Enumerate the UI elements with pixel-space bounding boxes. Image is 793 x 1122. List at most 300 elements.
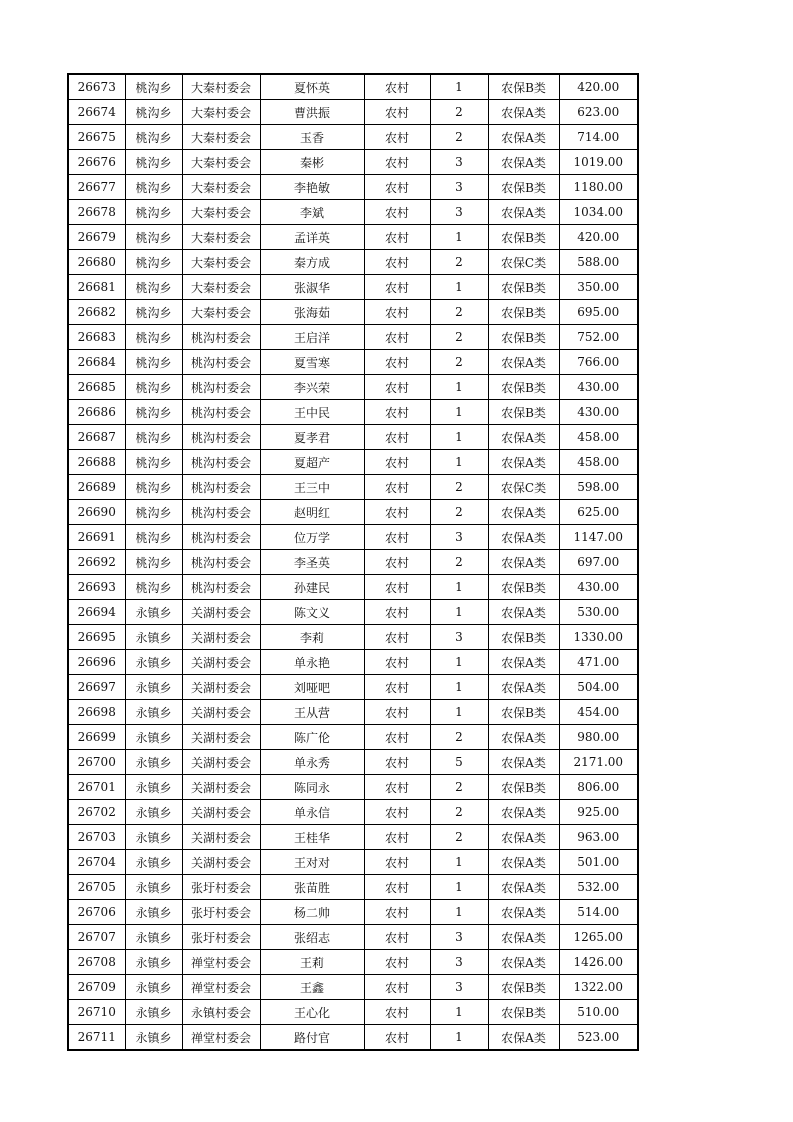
record-id-cell: 26685 bbox=[68, 375, 125, 400]
area-type-cell: 农村 bbox=[364, 500, 430, 525]
village-committee-cell: 桃沟村委会 bbox=[182, 575, 260, 600]
record-id-cell: 26683 bbox=[68, 325, 125, 350]
household-size-cell: 1 bbox=[430, 900, 488, 925]
table-row bbox=[68, 650, 638, 675]
table-row bbox=[68, 1000, 638, 1025]
township-cell: 永镇乡 bbox=[125, 800, 182, 825]
area-type-cell: 农村 bbox=[364, 225, 430, 250]
area-type-cell: 农村 bbox=[364, 675, 430, 700]
table-row bbox=[68, 675, 638, 700]
township-cell: 永镇乡 bbox=[125, 900, 182, 925]
record-id-cell: 26684 bbox=[68, 350, 125, 375]
record-id-cell: 26678 bbox=[68, 200, 125, 225]
township-cell: 桃沟乡 bbox=[125, 74, 182, 100]
table-row bbox=[68, 200, 638, 225]
amount-cell: 523.00 bbox=[559, 1025, 638, 1051]
household-size-cell: 1 bbox=[430, 450, 488, 475]
amount-cell: 588.00 bbox=[559, 250, 638, 275]
insurance-category-cell: 农保B类 bbox=[488, 175, 559, 200]
household-size-cell: 1 bbox=[430, 400, 488, 425]
insurance-category-cell: 农保A类 bbox=[488, 800, 559, 825]
village-committee-cell: 桃沟村委会 bbox=[182, 350, 260, 375]
household-size-cell: 2 bbox=[430, 125, 488, 150]
amount-cell: 514.00 bbox=[559, 900, 638, 925]
township-cell: 永镇乡 bbox=[125, 775, 182, 800]
area-type-cell: 农村 bbox=[364, 575, 430, 600]
township-cell: 桃沟乡 bbox=[125, 300, 182, 325]
amount-cell: 430.00 bbox=[559, 575, 638, 600]
area-type-cell: 农村 bbox=[364, 1000, 430, 1025]
village-committee-cell: 大秦村委会 bbox=[182, 300, 260, 325]
insurance-category-cell: 农保B类 bbox=[488, 575, 559, 600]
household-size-cell: 1 bbox=[430, 375, 488, 400]
name-cell: 杨二帅 bbox=[260, 900, 364, 925]
insurance-category-cell: 农保A类 bbox=[488, 1025, 559, 1051]
amount-cell: 695.00 bbox=[559, 300, 638, 325]
township-cell: 桃沟乡 bbox=[125, 150, 182, 175]
area-type-cell: 农村 bbox=[364, 850, 430, 875]
table-row bbox=[68, 625, 638, 650]
record-id-cell: 26705 bbox=[68, 875, 125, 900]
township-cell: 桃沟乡 bbox=[125, 200, 182, 225]
record-id-cell: 26681 bbox=[68, 275, 125, 300]
village-committee-cell: 桃沟村委会 bbox=[182, 400, 260, 425]
name-cell: 夏雪寒 bbox=[260, 350, 364, 375]
village-committee-cell: 大秦村委会 bbox=[182, 275, 260, 300]
name-cell: 玉香 bbox=[260, 125, 364, 150]
table-row bbox=[68, 800, 638, 825]
village-committee-cell: 大秦村委会 bbox=[182, 74, 260, 100]
household-size-cell: 2 bbox=[430, 100, 488, 125]
township-cell: 桃沟乡 bbox=[125, 500, 182, 525]
insurance-category-cell: 农保B类 bbox=[488, 400, 559, 425]
village-committee-cell: 关湖村委会 bbox=[182, 600, 260, 625]
area-type-cell: 农村 bbox=[364, 900, 430, 925]
record-id-cell: 26688 bbox=[68, 450, 125, 475]
record-id-cell: 26677 bbox=[68, 175, 125, 200]
insurance-category-cell: 农保A类 bbox=[488, 675, 559, 700]
village-committee-cell: 桃沟村委会 bbox=[182, 425, 260, 450]
insurance-category-cell: 农保C类 bbox=[488, 475, 559, 500]
table-row bbox=[68, 325, 638, 350]
insurance-category-cell: 农保A类 bbox=[488, 425, 559, 450]
area-type-cell: 农村 bbox=[364, 150, 430, 175]
amount-cell: 1034.00 bbox=[559, 200, 638, 225]
name-cell: 张苗胜 bbox=[260, 875, 364, 900]
household-size-cell: 2 bbox=[430, 325, 488, 350]
insurance-category-cell: 农保A类 bbox=[488, 150, 559, 175]
insurance-category-cell: 农保A类 bbox=[488, 650, 559, 675]
name-cell: 陈广伦 bbox=[260, 725, 364, 750]
household-size-cell: 3 bbox=[430, 150, 488, 175]
area-type-cell: 农村 bbox=[364, 325, 430, 350]
household-size-cell: 1 bbox=[430, 650, 488, 675]
village-committee-cell: 关湖村委会 bbox=[182, 850, 260, 875]
village-committee-cell: 禅堂村委会 bbox=[182, 975, 260, 1000]
record-id-cell: 26708 bbox=[68, 950, 125, 975]
amount-cell: 752.00 bbox=[559, 325, 638, 350]
record-id-cell: 26711 bbox=[68, 1025, 125, 1051]
record-id-cell: 26679 bbox=[68, 225, 125, 250]
household-size-cell: 1 bbox=[430, 74, 488, 100]
insurance-category-cell: 农保B类 bbox=[488, 375, 559, 400]
township-cell: 永镇乡 bbox=[125, 675, 182, 700]
table-row bbox=[68, 175, 638, 200]
name-cell: 张海茹 bbox=[260, 300, 364, 325]
township-cell: 永镇乡 bbox=[125, 875, 182, 900]
amount-cell: 420.00 bbox=[559, 225, 638, 250]
area-type-cell: 农村 bbox=[364, 550, 430, 575]
table-row bbox=[68, 475, 638, 500]
amount-cell: 1265.00 bbox=[559, 925, 638, 950]
insurance-category-cell: 农保A类 bbox=[488, 525, 559, 550]
household-size-cell: 1 bbox=[430, 425, 488, 450]
record-id-cell: 26692 bbox=[68, 550, 125, 575]
record-id-cell: 26707 bbox=[68, 925, 125, 950]
name-cell: 陈文义 bbox=[260, 600, 364, 625]
household-size-cell: 1 bbox=[430, 700, 488, 725]
household-size-cell: 2 bbox=[430, 825, 488, 850]
insurance-category-cell: 农保A类 bbox=[488, 550, 559, 575]
household-size-cell: 3 bbox=[430, 975, 488, 1000]
name-cell: 刘哑吧 bbox=[260, 675, 364, 700]
name-cell: 张绍志 bbox=[260, 925, 364, 950]
village-committee-cell: 禅堂村委会 bbox=[182, 950, 260, 975]
table-row bbox=[68, 275, 638, 300]
household-size-cell: 3 bbox=[430, 525, 488, 550]
insurance-category-cell: 农保B类 bbox=[488, 1000, 559, 1025]
area-type-cell: 农村 bbox=[364, 775, 430, 800]
township-cell: 永镇乡 bbox=[125, 600, 182, 625]
township-cell: 桃沟乡 bbox=[125, 575, 182, 600]
household-size-cell: 3 bbox=[430, 200, 488, 225]
amount-cell: 532.00 bbox=[559, 875, 638, 900]
amount-cell: 1180.00 bbox=[559, 175, 638, 200]
record-id-cell: 26696 bbox=[68, 650, 125, 675]
table-row bbox=[68, 100, 638, 125]
table-row bbox=[68, 550, 638, 575]
name-cell: 单永艳 bbox=[260, 650, 364, 675]
township-cell: 永镇乡 bbox=[125, 925, 182, 950]
name-cell: 曹洪振 bbox=[260, 100, 364, 125]
insurance-category-cell: 农保A类 bbox=[488, 500, 559, 525]
table-row bbox=[68, 900, 638, 925]
name-cell: 秦彬 bbox=[260, 150, 364, 175]
record-id-cell: 26676 bbox=[68, 150, 125, 175]
area-type-cell: 农村 bbox=[364, 800, 430, 825]
township-cell: 桃沟乡 bbox=[125, 425, 182, 450]
area-type-cell: 农村 bbox=[364, 125, 430, 150]
table-row bbox=[68, 250, 638, 275]
area-type-cell: 农村 bbox=[364, 400, 430, 425]
table-row bbox=[68, 850, 638, 875]
table-row bbox=[68, 700, 638, 725]
household-size-cell: 3 bbox=[430, 950, 488, 975]
township-cell: 桃沟乡 bbox=[125, 275, 182, 300]
table-row bbox=[68, 575, 638, 600]
table-row bbox=[68, 125, 638, 150]
insurance-category-cell: 农保A类 bbox=[488, 200, 559, 225]
insurance-category-cell: 农保B类 bbox=[488, 325, 559, 350]
record-id-cell: 26690 bbox=[68, 500, 125, 525]
name-cell: 王启洋 bbox=[260, 325, 364, 350]
household-size-cell: 2 bbox=[430, 475, 488, 500]
amount-cell: 501.00 bbox=[559, 850, 638, 875]
table-body bbox=[68, 74, 638, 1050]
village-committee-cell: 关湖村委会 bbox=[182, 750, 260, 775]
household-size-cell: 5 bbox=[430, 750, 488, 775]
village-committee-cell: 张圩村委会 bbox=[182, 925, 260, 950]
township-cell: 永镇乡 bbox=[125, 700, 182, 725]
amount-cell: 458.00 bbox=[559, 450, 638, 475]
village-committee-cell: 大秦村委会 bbox=[182, 100, 260, 125]
area-type-cell: 农村 bbox=[364, 725, 430, 750]
household-size-cell: 2 bbox=[430, 775, 488, 800]
table-row bbox=[68, 775, 638, 800]
name-cell: 孙建民 bbox=[260, 575, 364, 600]
table-row bbox=[68, 375, 638, 400]
amount-cell: 454.00 bbox=[559, 700, 638, 725]
insurance-category-cell: 农保A类 bbox=[488, 725, 559, 750]
record-id-cell: 26702 bbox=[68, 800, 125, 825]
area-type-cell: 农村 bbox=[364, 250, 430, 275]
name-cell: 单永信 bbox=[260, 800, 364, 825]
township-cell: 桃沟乡 bbox=[125, 250, 182, 275]
village-committee-cell: 桃沟村委会 bbox=[182, 550, 260, 575]
village-committee-cell: 桃沟村委会 bbox=[182, 525, 260, 550]
amount-cell: 471.00 bbox=[559, 650, 638, 675]
area-type-cell: 农村 bbox=[364, 1025, 430, 1051]
record-id-cell: 26698 bbox=[68, 700, 125, 725]
area-type-cell: 农村 bbox=[364, 100, 430, 125]
name-cell: 王三中 bbox=[260, 475, 364, 500]
insurance-category-cell: 农保B类 bbox=[488, 225, 559, 250]
table-row bbox=[68, 74, 638, 100]
amount-cell: 598.00 bbox=[559, 475, 638, 500]
record-id-cell: 26699 bbox=[68, 725, 125, 750]
record-id-cell: 26673 bbox=[68, 74, 125, 100]
name-cell: 陈同永 bbox=[260, 775, 364, 800]
area-type-cell: 农村 bbox=[364, 825, 430, 850]
household-size-cell: 1 bbox=[430, 1025, 488, 1051]
amount-cell: 766.00 bbox=[559, 350, 638, 375]
village-committee-cell: 永镇村委会 bbox=[182, 1000, 260, 1025]
village-committee-cell: 关湖村委会 bbox=[182, 625, 260, 650]
record-id-cell: 26695 bbox=[68, 625, 125, 650]
village-committee-cell: 桃沟村委会 bbox=[182, 500, 260, 525]
village-committee-cell: 关湖村委会 bbox=[182, 775, 260, 800]
township-cell: 桃沟乡 bbox=[125, 325, 182, 350]
village-committee-cell: 大秦村委会 bbox=[182, 225, 260, 250]
household-size-cell: 1 bbox=[430, 850, 488, 875]
insurance-category-cell: 农保A类 bbox=[488, 350, 559, 375]
name-cell: 王从营 bbox=[260, 700, 364, 725]
household-size-cell: 1 bbox=[430, 225, 488, 250]
household-size-cell: 1 bbox=[430, 275, 488, 300]
township-cell: 永镇乡 bbox=[125, 725, 182, 750]
record-id-cell: 26687 bbox=[68, 425, 125, 450]
table-row bbox=[68, 825, 638, 850]
area-type-cell: 农村 bbox=[364, 300, 430, 325]
record-id-cell: 26674 bbox=[68, 100, 125, 125]
amount-cell: 510.00 bbox=[559, 1000, 638, 1025]
township-cell: 桃沟乡 bbox=[125, 375, 182, 400]
household-size-cell: 2 bbox=[430, 500, 488, 525]
household-size-cell: 1 bbox=[430, 575, 488, 600]
insurance-category-cell: 农保A类 bbox=[488, 900, 559, 925]
record-id-cell: 26675 bbox=[68, 125, 125, 150]
name-cell: 张淑华 bbox=[260, 275, 364, 300]
household-size-cell: 2 bbox=[430, 550, 488, 575]
table-row bbox=[68, 350, 638, 375]
area-type-cell: 农村 bbox=[364, 475, 430, 500]
insurance-category-cell: 农保B类 bbox=[488, 74, 559, 100]
township-cell: 桃沟乡 bbox=[125, 175, 182, 200]
area-type-cell: 农村 bbox=[364, 450, 430, 475]
amount-cell: 806.00 bbox=[559, 775, 638, 800]
record-id-cell: 26682 bbox=[68, 300, 125, 325]
table-row bbox=[68, 875, 638, 900]
village-committee-cell: 大秦村委会 bbox=[182, 175, 260, 200]
area-type-cell: 农村 bbox=[364, 750, 430, 775]
name-cell: 王桂华 bbox=[260, 825, 364, 850]
household-size-cell: 2 bbox=[430, 250, 488, 275]
name-cell: 王鑫 bbox=[260, 975, 364, 1000]
table-row bbox=[68, 600, 638, 625]
amount-cell: 458.00 bbox=[559, 425, 638, 450]
village-committee-cell: 桃沟村委会 bbox=[182, 325, 260, 350]
insurance-category-cell: 农保B类 bbox=[488, 700, 559, 725]
record-id-cell: 26706 bbox=[68, 900, 125, 925]
name-cell: 王莉 bbox=[260, 950, 364, 975]
name-cell: 王对对 bbox=[260, 850, 364, 875]
area-type-cell: 农村 bbox=[364, 600, 430, 625]
village-committee-cell: 桃沟村委会 bbox=[182, 475, 260, 500]
record-id-cell: 26709 bbox=[68, 975, 125, 1000]
record-id-cell: 26689 bbox=[68, 475, 125, 500]
township-cell: 桃沟乡 bbox=[125, 350, 182, 375]
table-row bbox=[68, 400, 638, 425]
area-type-cell: 农村 bbox=[364, 525, 430, 550]
record-id-cell: 26700 bbox=[68, 750, 125, 775]
name-cell: 李兴荣 bbox=[260, 375, 364, 400]
amount-cell: 430.00 bbox=[559, 375, 638, 400]
village-committee-cell: 桃沟村委会 bbox=[182, 375, 260, 400]
record-id-cell: 26691 bbox=[68, 525, 125, 550]
area-type-cell: 农村 bbox=[364, 74, 430, 100]
amount-cell: 420.00 bbox=[559, 74, 638, 100]
amount-cell: 623.00 bbox=[559, 100, 638, 125]
village-committee-cell: 大秦村委会 bbox=[182, 125, 260, 150]
record-id-cell: 26686 bbox=[68, 400, 125, 425]
household-size-cell: 2 bbox=[430, 300, 488, 325]
village-committee-cell: 禅堂村委会 bbox=[182, 1025, 260, 1051]
township-cell: 桃沟乡 bbox=[125, 475, 182, 500]
table-row bbox=[68, 725, 638, 750]
area-type-cell: 农村 bbox=[364, 200, 430, 225]
village-committee-cell: 关湖村委会 bbox=[182, 825, 260, 850]
record-id-cell: 26693 bbox=[68, 575, 125, 600]
township-cell: 桃沟乡 bbox=[125, 400, 182, 425]
household-size-cell: 3 bbox=[430, 625, 488, 650]
table-row bbox=[68, 975, 638, 1000]
name-cell: 李斌 bbox=[260, 200, 364, 225]
insurance-category-cell: 农保A类 bbox=[488, 125, 559, 150]
amount-cell: 1426.00 bbox=[559, 950, 638, 975]
township-cell: 永镇乡 bbox=[125, 850, 182, 875]
amount-cell: 2171.00 bbox=[559, 750, 638, 775]
insurance-category-cell: 农保A类 bbox=[488, 850, 559, 875]
amount-cell: 504.00 bbox=[559, 675, 638, 700]
table-row bbox=[68, 300, 638, 325]
table-row bbox=[68, 425, 638, 450]
township-cell: 永镇乡 bbox=[125, 1000, 182, 1025]
record-id-cell: 26697 bbox=[68, 675, 125, 700]
household-size-cell: 3 bbox=[430, 925, 488, 950]
table-row bbox=[68, 950, 638, 975]
record-id-cell: 26703 bbox=[68, 825, 125, 850]
area-type-cell: 农村 bbox=[364, 875, 430, 900]
amount-cell: 963.00 bbox=[559, 825, 638, 850]
household-size-cell: 1 bbox=[430, 875, 488, 900]
township-cell: 永镇乡 bbox=[125, 975, 182, 1000]
area-type-cell: 农村 bbox=[364, 650, 430, 675]
insurance-category-cell: 农保B类 bbox=[488, 275, 559, 300]
area-type-cell: 农村 bbox=[364, 375, 430, 400]
table-row bbox=[68, 1025, 638, 1051]
township-cell: 桃沟乡 bbox=[125, 550, 182, 575]
township-cell: 桃沟乡 bbox=[125, 100, 182, 125]
village-committee-cell: 关湖村委会 bbox=[182, 800, 260, 825]
record-id-cell: 26680 bbox=[68, 250, 125, 275]
insurance-category-cell: 农保B类 bbox=[488, 975, 559, 1000]
name-cell: 李艳敏 bbox=[260, 175, 364, 200]
record-id-cell: 26694 bbox=[68, 600, 125, 625]
household-size-cell: 2 bbox=[430, 350, 488, 375]
name-cell: 单永秀 bbox=[260, 750, 364, 775]
township-cell: 永镇乡 bbox=[125, 950, 182, 975]
insurance-category-cell: 农保A类 bbox=[488, 450, 559, 475]
household-size-cell: 2 bbox=[430, 725, 488, 750]
record-id-cell: 26710 bbox=[68, 1000, 125, 1025]
insurance-category-cell: 农保A类 bbox=[488, 100, 559, 125]
area-type-cell: 农村 bbox=[364, 625, 430, 650]
insurance-category-cell: 农保A类 bbox=[488, 825, 559, 850]
household-size-cell: 1 bbox=[430, 1000, 488, 1025]
name-cell: 孟详英 bbox=[260, 225, 364, 250]
township-cell: 桃沟乡 bbox=[125, 450, 182, 475]
area-type-cell: 农村 bbox=[364, 425, 430, 450]
record-table bbox=[67, 73, 639, 1051]
area-type-cell: 农村 bbox=[364, 350, 430, 375]
amount-cell: 697.00 bbox=[559, 550, 638, 575]
amount-cell: 1330.00 bbox=[559, 625, 638, 650]
table-row bbox=[68, 150, 638, 175]
household-size-cell: 3 bbox=[430, 175, 488, 200]
township-cell: 永镇乡 bbox=[125, 625, 182, 650]
name-cell: 夏孝君 bbox=[260, 425, 364, 450]
village-committee-cell: 大秦村委会 bbox=[182, 150, 260, 175]
township-cell: 桃沟乡 bbox=[125, 525, 182, 550]
name-cell: 路付官 bbox=[260, 1025, 364, 1051]
village-committee-cell: 大秦村委会 bbox=[182, 250, 260, 275]
township-cell: 桃沟乡 bbox=[125, 125, 182, 150]
village-committee-cell: 关湖村委会 bbox=[182, 650, 260, 675]
name-cell: 赵明红 bbox=[260, 500, 364, 525]
township-cell: 桃沟乡 bbox=[125, 225, 182, 250]
name-cell: 李圣英 bbox=[260, 550, 364, 575]
amount-cell: 980.00 bbox=[559, 725, 638, 750]
